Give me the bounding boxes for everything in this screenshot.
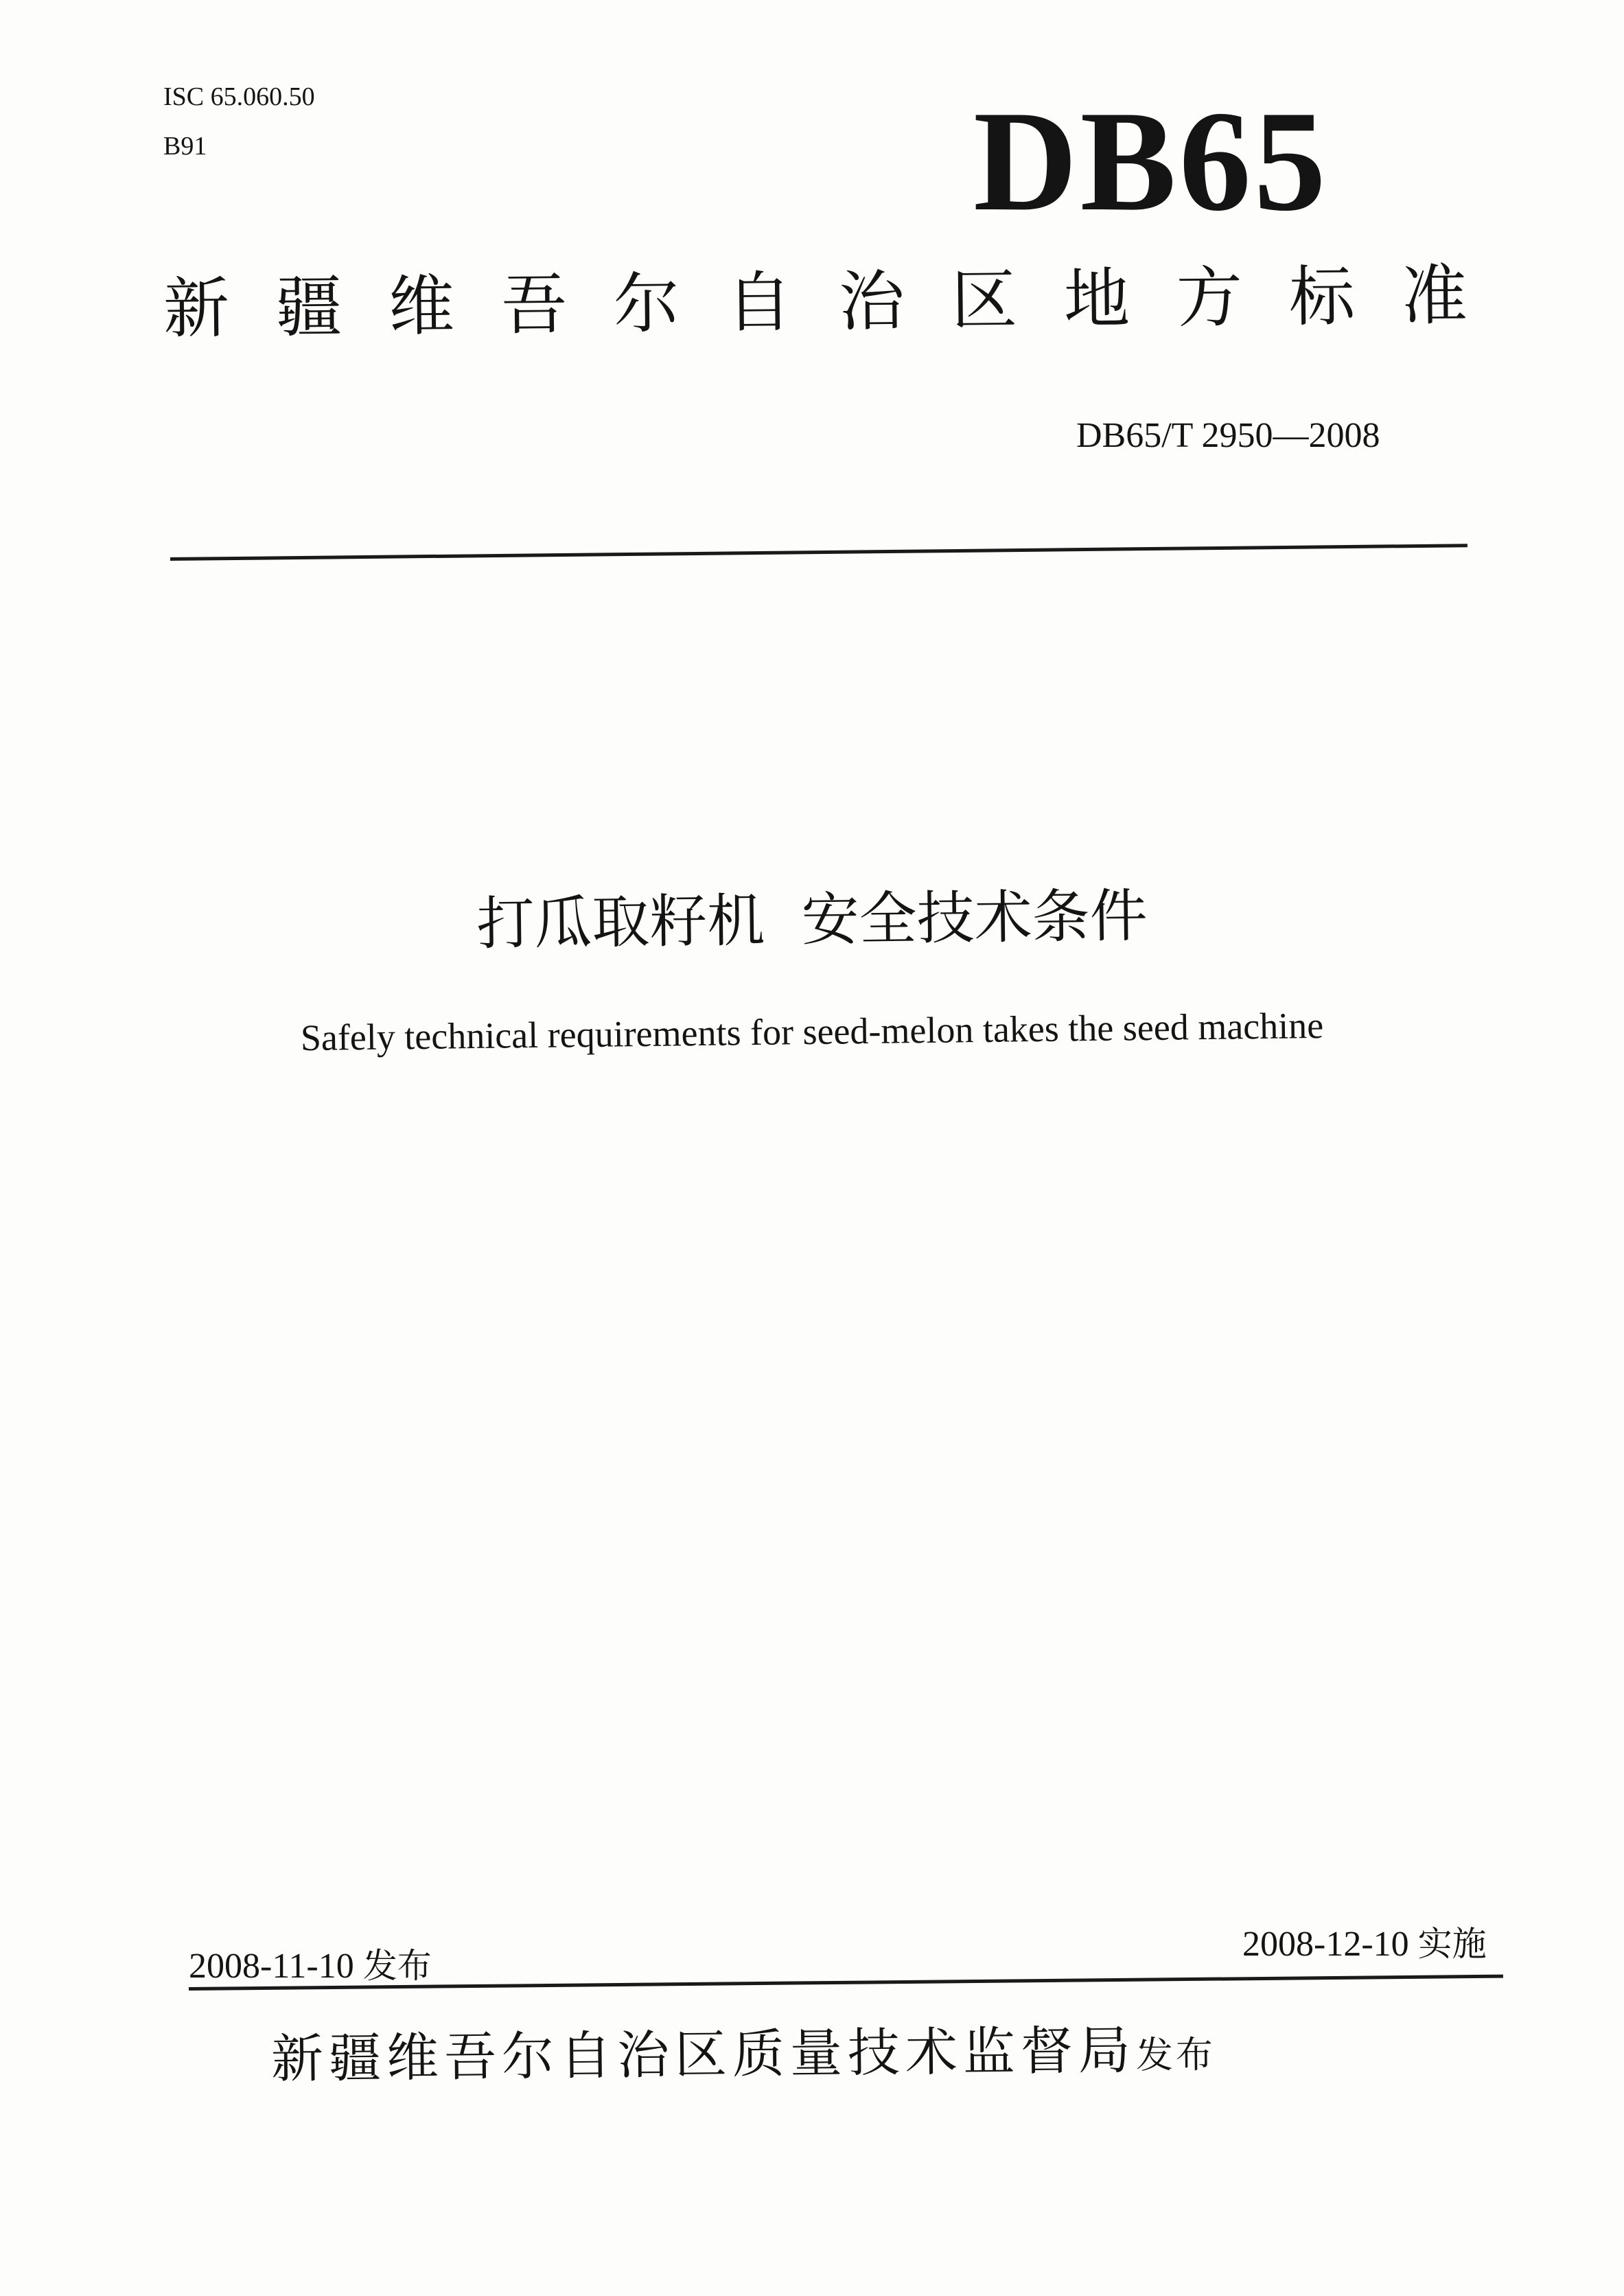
implementation-date-line bbox=[1242, 1922, 1487, 1967]
title-chinese: 打瓜取籽机 安全技术条件 bbox=[476, 882, 1148, 958]
publisher-name: 新疆维吾尔自治区质量技术监督局 bbox=[270, 2019, 1137, 2089]
standard-type-char: 尔 bbox=[613, 265, 680, 343]
standard-type-heading bbox=[163, 254, 1468, 350]
standard-type-char: 治 bbox=[838, 262, 905, 340]
implementation-label: 实施 bbox=[1417, 1924, 1487, 1964]
standard-type-char: 方 bbox=[1176, 259, 1243, 337]
standard-number: DB65/T 2950—2008 bbox=[1076, 416, 1380, 455]
implementation-date: 2008-12-10 bbox=[1242, 1925, 1409, 1964]
standard-type-char: 区 bbox=[951, 261, 1018, 339]
issue-date: 2008-11-10 bbox=[189, 1947, 354, 1986]
ics-code: ISC 65.060.50 bbox=[163, 82, 315, 111]
standard-type-char: 新 bbox=[163, 269, 230, 347]
standard-type-char: 自 bbox=[726, 264, 793, 342]
title-english: Safely technical requirements for seed-melon takes the seed machine bbox=[300, 1004, 1324, 1059]
standard-code: DB65 bbox=[973, 82, 1329, 241]
standard-type-char: 维 bbox=[388, 267, 455, 345]
publisher-suffix: 发布 bbox=[1135, 2032, 1216, 2077]
header-divider bbox=[170, 544, 1468, 561]
standard-type-char: 标 bbox=[1288, 257, 1356, 336]
ccs-code: B91 bbox=[163, 132, 207, 161]
standard-type-char: 疆 bbox=[275, 268, 343, 347]
standard-type-char: 准 bbox=[1401, 257, 1468, 335]
publisher-line bbox=[270, 2012, 1216, 2102]
issue-date-line bbox=[189, 1944, 432, 1988]
standard-type-char: 吾 bbox=[500, 266, 568, 344]
standard-type-char: 地 bbox=[1063, 260, 1130, 338]
issue-label: 发布 bbox=[362, 1946, 432, 1986]
